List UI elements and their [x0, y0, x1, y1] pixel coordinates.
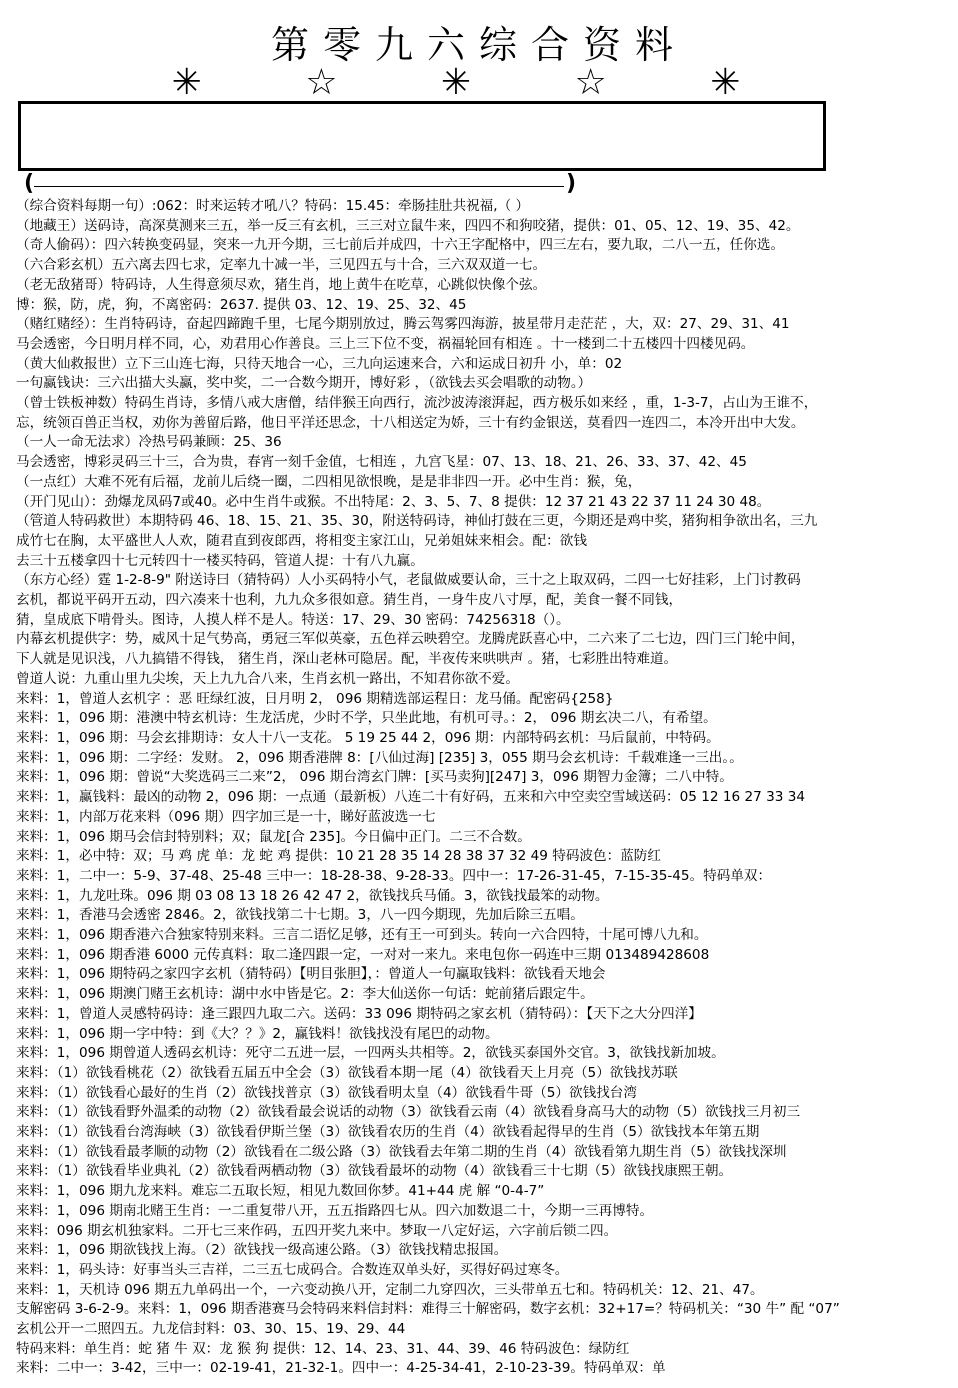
text-line: 来料：1，096 期：港澳中特玄机诗：生龙活虎，少时不学，只坐此地，有机可寻。：2， 096 期玄决二八，有希望。 [16, 710, 717, 727]
text-line: 来料：（1）欲钱看最孝顺的动物（2）欲钱看在二级公路（3）欲钱看去年第二期的生肖（4）欲钱看第九期生肖（5）欲钱找深圳 [16, 1143, 787, 1160]
text-line: （赌红赌经）：生肖特码诗，奋起四蹄跑千里，七尾今期别放过，腾云驾雾四海游，披星带月走茫茫 ，大，双：27、29、31、41 [16, 316, 790, 333]
text-line: （开门见山）：劲爆龙凤码7或40。必中生肖牛或猴。不出特尾：2、3、5、7、8 提供：12 37 21 43 22 37 11 24 30 48。 [16, 493, 771, 510]
text-line: 来料：1，二中一：5-9、37-48、25-48 三中一：18-28-38、9-28-33。四中一：17-26-31-45，7-15-35-45。特码单双： [16, 867, 772, 884]
text-line: 来料：1，曾道人玄机字 ：恶 旺绿红波，日月明 2， 096 期精选部运程日：龙马俑。配密码{258} [16, 690, 614, 707]
text-line: 来料：二中一：3-42，三中一：02-19-41，21-32-1。四中一：4-25-34-41，2-10-23-39。特码单双：单 [16, 1360, 666, 1377]
text-line: （曾士铁板神数）特码生肖诗，多情八戒大唐僧，结伴猴王向西行，流沙波涛滚湃起，西方极乐如来经 ，重，1-3-7，占山为王谁不， [16, 395, 818, 412]
text-line: 曾道人说：九重山里九尖埃，天上九九合八来，生肖玄机一路出，不知君你欲不爱。 [16, 670, 519, 687]
text-line: 来料：1，096 期澳门赌王玄机诗：湖中水中皆是它。2：李大仙送你一句话：蛇前猪后跟定牛。 [16, 986, 594, 1003]
text-line: （六合彩玄机）五六离去四七求，定率九十减一半，三见四五与十合，三六双双道一七。 [16, 257, 547, 274]
text-line: 来料：1，天机诗 096 期五九单码出一个，一六变动换八开，定制二九穿四次，三头带单五七和。特码机关：12、21、47。 [16, 1281, 764, 1298]
text-line: 忘，统领百兽正当权，劝你为善留后路，他日平洋还思念，十八相送定为娇，三十有约金银送，莫看四一连四二，本冷开出中大发。 [16, 414, 805, 431]
text-line: 来料：096 期玄机独家料。二开七三来作码，五四开奖九来中。梦取一八定好运，六字前后锁二四。 [16, 1222, 618, 1239]
text-line: 来料：1，096 期特码之家四字玄机（猜特码）【明目张胆】，：曾道人一句赢取钱料：欲钱看天地会 [16, 966, 606, 983]
text-line: 来料：（1）欲钱看心最好的生肖（2）欲钱找普京（3）欲钱看明太皇（4）欲钱看牛哥（5）欲钱找台湾 [16, 1084, 637, 1101]
text-line: 来料：1，096 期：二字经：发财。 2，096 期香港牌 8：[八仙过海] [235] 3，055 期马会玄机诗：千载难逢一三出。。 [16, 749, 743, 766]
text-line: 支解密码 3-6-2-9。来料：1，096 期香港赛马会特码来料信封料：难得三十解密码，数字玄机：32+17=？特码机关：“30 牛” 配 “07” [16, 1301, 840, 1318]
text-line: 来料：（1）欲钱看桃花（2）欲钱看五届五中全会（3）欲钱看本期一尾（4）欲钱看天上月亮（5）欲钱找苏联 [16, 1064, 678, 1081]
content-lines [16, 197, 946, 1379]
text-line: 来料：1，096 期：曾说“大奖选码三二来”2， 096 期台湾玄门牌：[买马卖狗][247] 3，096 期智力金簿；二八中特。 [16, 769, 733, 786]
text-line: 来料：（1）欲钱看野外温柔的动物（2）欲钱看最会说话的动物（3）欲钱看云南（4）欲钱看身高马大的动物（5）欲钱找三月初三 [16, 1104, 801, 1121]
text-line: 马会透密，今日明月样不同，心，劝君用心作善良。三上三下位不变，祸福轮回有相连 。十一楼到二十五楼四十四楼见码。 [16, 335, 755, 352]
text-line: （奇人偷码）：四六转换变码显，突来一九开今期，三七前后并成四，十六王字配格中，四三左右，要九取，二八一五，任你选。 [16, 237, 785, 254]
text-line: （老无敌猪哥）特码诗，人生得意须尽欢，猪生肖，地上黄牛在吃草，心跳似快像个弦。 [16, 276, 547, 293]
text-line: 博：猴，防，虎，狗，不离密码：2637. 提供 03、12、19、25、32、45 [16, 296, 467, 313]
text-line: 玄机公开一二照四五。九龙信封料：03、30、15、19、29、44 [16, 1321, 406, 1338]
text-line: 来料：1，096 期马会信封特别料；双；鼠龙[合 235]。今日偏中正门。二三不合数。 [16, 828, 531, 845]
text-line: 来料：1，096 期：马会玄排期诗：女人十八一支花。 5 19 25 44 2，096 期：内部特码玄机：马后鼠前，中特码。 [16, 729, 720, 746]
text-line: 来料：1，码头诗：好事当头三吉祥，二三五七成码合。合数连双单头好，买得好码过寒冬。 [16, 1261, 569, 1278]
star-decoration: ✳ ☆ ✳ ☆ ✳ [171, 62, 787, 103]
text-line: 来料：1，内部万花来料（096 期）四字加三是一十，睇好蓝波选一七 [16, 808, 436, 825]
text-line: 来料：1，096 期一字中特：到《大？？》2，赢钱料！欲钱找没有尾巴的动物。 [16, 1025, 499, 1042]
text-line: 来料：1，096 期欲钱找上海。（2）欲钱找一级高速公路。（3）欲钱找精忠报国。 [16, 1242, 508, 1259]
text-line: 来料：1，096 期曾道人透码玄机诗：死守二五进一层，一四两头共相等。2，欲钱买泰国外交官。3，欲钱找新加坡。 [16, 1045, 725, 1062]
text-line: 成竹七在胸，太平盛世人人欢，随君直到夜郎西，将相变主家江山，兄弟姐妹来相会。配：欲钱 [16, 532, 587, 549]
text-line: 猜，皇成底下啃骨头。图诗，人摸人样不是人。特送：17、29、30 密码：74256318（）。 [16, 611, 570, 628]
blank-banner-box [18, 101, 826, 171]
text-line: （东方心经）霆 1-2-8-9" 附送诗曰（猜特码）人小买码特小气，老鼠做威要认命，三十之上取双码，二四一七好挂彩，上门讨教码 [16, 572, 801, 589]
text-line: 玄机，都说平码开五动，四六凑来十也利，九九众多很如意。猜生肖，一身牛皮八寸厚，配，美食一餐不同钱， [16, 592, 683, 609]
text-line: 来料：（1）欲钱看毕业典礼（2）欲钱看两栖动物（3）欲钱看最坏的动物（4）欲钱看三十七期（5）欲钱找康熙王朝。 [16, 1163, 733, 1180]
right-paren-decoration: ) [566, 171, 577, 196]
text-line: 下人就是见识浅，八九搞错不得钱， 猪生肖，深山老林可隐居。配，半夜传来哄哄声 。猪，七彩胜出特难道。 [16, 651, 678, 668]
text-line: 特码来料：单生肖：蛇 猪 牛 双：龙 猴 狗 提供：12、14、23、31、44、39、46 特码波色：绿防红 [16, 1340, 630, 1357]
underline-divider [34, 186, 564, 187]
text-line: 来料：（1）欲钱看台湾海峡（3）欲钱看伊斯兰堡（3）欲钱看农历的生肖（4）欲钱看起得早的生肖（5）欲钱找本年第五期 [16, 1124, 760, 1141]
text-line: （一人一命无法求）冷热号码兼顾：25、36 [16, 434, 282, 451]
text-line: 来料：1，九龙吐珠。096 期 03 08 13 18 26 42 47 2，欲钱找兵马俑。3，欲钱找最笨的动物。 [16, 887, 609, 904]
text-line: 来料：1，096 期香港 6000 元传真料：取二逢四跟一定，一对对一来九。来电包你一码连中三期 013489428608 [16, 946, 710, 963]
page-title: 第零九六综合资料 [270, 23, 687, 67]
text-line: 来料：1，096 期九龙来料。难忘二五取长短，相见九数回你梦。41+44 虎 解 “0-4-7” [16, 1183, 545, 1200]
text-line: 来料：1，必中特：双；马 鸡 虎 单：龙 蛇 鸡 提供：10 21 28 35 14 28 38 37 32 49 特码波色：蓝防红 [16, 848, 661, 865]
text-line: （地藏王）送码诗，高深莫测来三五，举一反三有玄机，三三对立鼠牛来，四四不和狗咬猪，提供：01、05、12、19、35、42。 [16, 217, 800, 234]
text-line: 内幕玄机提供字：势，威风十足气势高，勇冠三军似英豪，五色祥云映碧空。龙腾虎跃喜心中，二六来了二七边，四门三门轮中间， [16, 631, 805, 648]
text-line: 马会透密，博彩灵码三十三，合为贵，春宵一刻千金值，七相连 ，九宫飞星：07、13、18、21、26、33、37、42、45 [16, 454, 747, 471]
text-line: （综合资料每期一句）:062：时来运转才吼八？特码：15.45：牵肠挂肚共祝福,（ ） [16, 198, 530, 214]
text-line: 一句赢钱诀：三六出描大头赢，奖中奖，二一合数今期开，博好彩 ，（欲钱去买会唱歌的动物。） [16, 375, 592, 392]
left-paren-decoration: ( [24, 171, 35, 196]
text-line: 来料：1，096 期香港六合独家特别来料。三言二语忆足够，还有王一可到头。转向一六合四特，十尾可博八九和。 [16, 927, 708, 944]
text-line: 来料：1，赢钱料：最凶的动物 2，096 期：一点通（最新板）八连二十有好码，五来和六中空卖空雪域送码：05 12 16 27 33 34 [16, 789, 805, 806]
text-line: （黄大仙救报世）立下三山连七海，只待天地合一心，三九向运速来合，六和运成日初升 小，单：02 [16, 355, 623, 372]
text-line: 去三十五楼拿四十七元转四十一楼买特码，管道人提：十有八九赢。 [16, 552, 424, 569]
text-line: （一点红）大难不死有后福，龙前儿后绕一圈，二四相见欲恨晚，是是非非四一开。必中生肖：猴，兔， [16, 473, 642, 490]
text-line: 来料：1，096 期南北赌王生肖：一二重复带八开，五五指路四七从。四六加数退二十，今期一三再博特。 [16, 1202, 654, 1219]
text-line: （管道人特码救世）本期特码 46、18、15、21、35、30，附送特码诗，神仙打鼓在三更，今期还是鸡中奖，猪狗相争欲出名，三九 [16, 513, 818, 530]
text-line: 来料：1，曾道人灵感特码诗：逢三跟四九取二六。送码：33 096 期特码之家玄机（猜特码）：【天下之大分四洋】 [16, 1005, 702, 1022]
text-line: 来料：1，香港马会透密 2846。2，欲钱找第二十七期。3，八一四今期现，先加后除三五唱。 [16, 907, 584, 924]
